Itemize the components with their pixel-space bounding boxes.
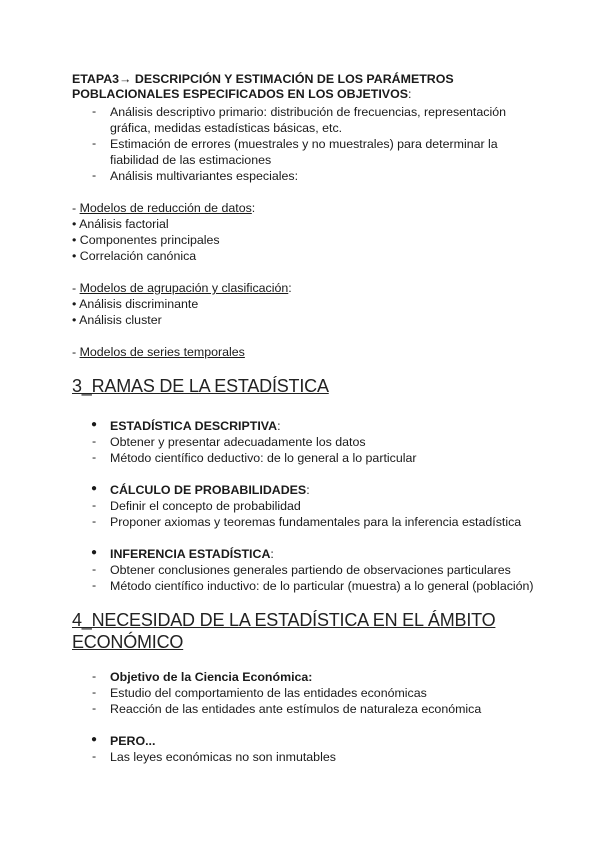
etapa3-item-2-line2: fiabilidad de las estimaciones bbox=[110, 153, 272, 167]
list-dash: - bbox=[92, 168, 97, 182]
pero-title: PERO... bbox=[110, 734, 156, 748]
list-dash: - bbox=[92, 669, 97, 683]
branch-inference-title bbox=[110, 546, 274, 562]
model-item: • Análisis cluster bbox=[72, 313, 162, 327]
branch-item: Método científico deductivo: de lo general a lo particular bbox=[110, 451, 417, 465]
branch-title: ESTADÍSTICA DESCRIPTIVA bbox=[110, 419, 278, 433]
list-dash: - bbox=[92, 104, 97, 118]
etapa3-title-line2-text: POBLACIONALES ESPECIFICADOS EN LOS OBJETIVOS bbox=[72, 87, 408, 101]
etapa3-item-1-line1: Análisis descriptivo primario: distribución de frecuencias, representación bbox=[110, 105, 506, 119]
branch-item: Definir el concepto de probabilidad bbox=[110, 499, 301, 513]
etapa3-item-2-line1: Estimación de errores (muestrales y no muestrales) para determinar la bbox=[110, 137, 498, 151]
model-title: Modelos de series temporales bbox=[79, 345, 245, 359]
list-dash: - bbox=[92, 434, 97, 448]
model-title: Modelos de agrupación y clasificación bbox=[79, 281, 289, 295]
list-dash: - bbox=[92, 749, 97, 763]
etapa3-title-line2 bbox=[72, 86, 411, 102]
list-dash: - bbox=[92, 701, 97, 715]
bullet-icon: ● bbox=[91, 483, 98, 494]
model-item: • Análisis factorial bbox=[72, 217, 169, 231]
etapa3-item-3-line1: Análisis multivariantes especiales: bbox=[110, 169, 299, 183]
branch-suffix: : bbox=[270, 547, 274, 561]
model-group-time-series bbox=[72, 344, 245, 360]
model-suffix: : bbox=[251, 201, 256, 215]
section3-heading: 3_RAMAS DE LA ESTADÍSTICA bbox=[72, 376, 329, 396]
branch-item: Método científico inductivo: de lo particular (muestra) a lo general (población) bbox=[110, 579, 534, 593]
branch-item: Obtener conclusiones generales partiendo de observaciones particulares bbox=[110, 563, 511, 577]
list-dash: - bbox=[92, 514, 97, 528]
model-item: • Análisis discriminante bbox=[72, 297, 199, 311]
list-dash: - bbox=[92, 450, 97, 464]
etapa3-title-line1: ETAPA3→ DESCRIPCIÓN Y ESTIMACIÓN DE LOS PARÁMETROS bbox=[72, 72, 454, 86]
list-dash: - bbox=[92, 685, 97, 699]
model-suffix: : bbox=[288, 281, 292, 295]
model-item: • Correlación canónica bbox=[72, 249, 197, 263]
bullet-icon: ● bbox=[91, 547, 98, 558]
branch-suffix: : bbox=[277, 419, 281, 433]
list-dash: - bbox=[92, 578, 97, 592]
section4-heading-line2: ECONÓMICO bbox=[72, 632, 184, 652]
list-dash: - bbox=[92, 562, 97, 576]
branch-title: INFERENCIA ESTADÍSTICA bbox=[110, 547, 271, 561]
branch-probability-title bbox=[110, 482, 310, 498]
model-prefix: - bbox=[72, 345, 80, 359]
list-dash: - bbox=[92, 136, 97, 150]
branch-item: Proponer axiomas y teoremas fundamentales para la inferencia estadística bbox=[110, 515, 522, 529]
bullet-icon: ● bbox=[91, 419, 98, 430]
pero-item: Las leyes económicas no son inmutables bbox=[110, 750, 336, 764]
bullet-icon: ● bbox=[91, 734, 98, 745]
objective-title: Objetivo de la Ciencia Económica: bbox=[110, 670, 313, 684]
branch-descriptive-title bbox=[110, 418, 281, 434]
objective-item: Estudio del comportamiento de las entidades económicas bbox=[110, 686, 427, 700]
model-group-reduction bbox=[72, 200, 255, 216]
model-prefix: - bbox=[72, 201, 80, 215]
section4-heading-line1: 4_NECESIDAD DE LA ESTADÍSTICA EN EL ÁMBITO bbox=[72, 610, 496, 630]
branch-item: Obtener y presentar adecuadamente los datos bbox=[110, 435, 366, 449]
etapa3-title-colon: : bbox=[407, 87, 412, 101]
model-item: • Componentes principales bbox=[72, 233, 220, 247]
branch-suffix: : bbox=[306, 483, 310, 497]
model-title: Modelos de reducción de datos bbox=[79, 201, 252, 215]
etapa3-item-1-line2: gráfica, medidas estadísticas básicas, etc. bbox=[110, 121, 343, 135]
model-prefix: - bbox=[72, 281, 80, 295]
branch-title: CÁLCULO DE PROBABILIDADES bbox=[110, 483, 307, 497]
objective-item: Reacción de las entidades ante estímulos de naturaleza económica bbox=[110, 702, 482, 716]
list-dash: - bbox=[92, 498, 97, 512]
model-group-clustering bbox=[72, 280, 292, 296]
